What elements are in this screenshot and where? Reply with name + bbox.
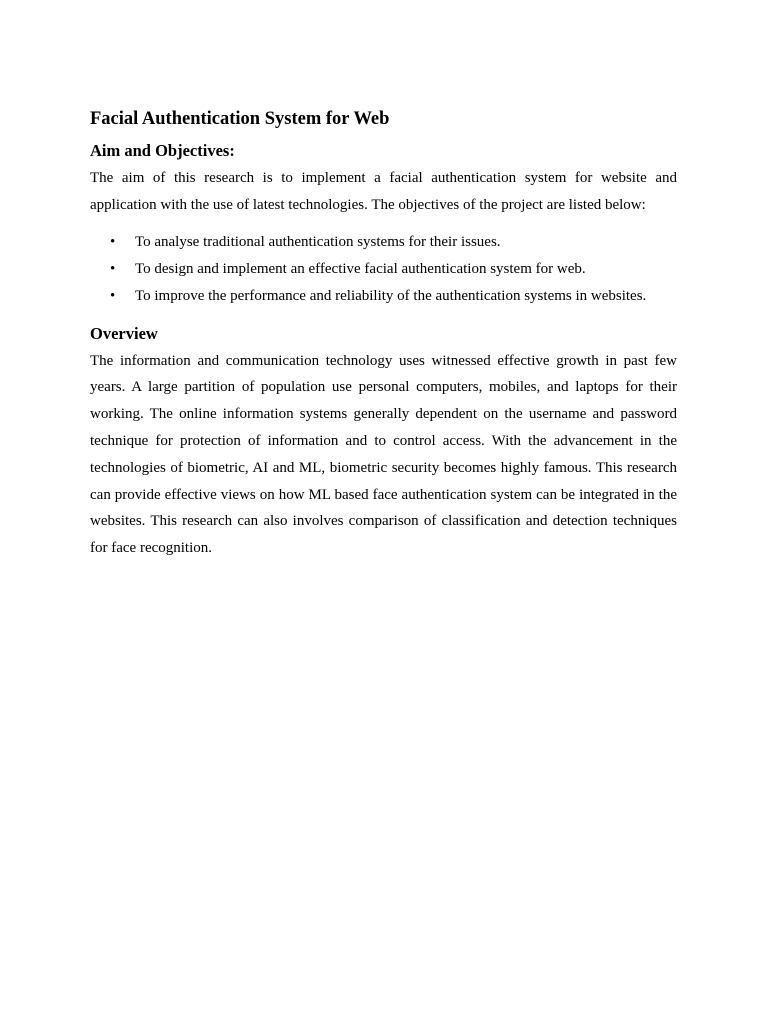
objective-text: To design and implement an effective facial authentication system for web. [135, 260, 586, 277]
overview-heading: Overview [90, 323, 158, 343]
bullet-icon: • [110, 233, 116, 250]
list-item [90, 256, 677, 283]
list-item [90, 229, 677, 256]
objectives-list [90, 229, 677, 310]
document-title: Facial Authentication System for Web [90, 109, 390, 129]
objective-text: To analyse traditional authentication systems for their issues. [135, 233, 501, 250]
objective-text: To improve the performance and reliability of the authentication systems in websites. [135, 287, 647, 304]
bullet-icon: • [110, 260, 116, 277]
bullet-icon: • [110, 287, 116, 304]
document-body [90, 106, 677, 562]
list-item [90, 283, 677, 310]
overview-paragraph: The information and communication technology uses witnessed effective growth in past few years. A large partition of population use personal computers, mobiles, and laptops for their working. The online information systems generally dependent on the username and password technique for protection of information and to control access. With the advancement in the technologies of biometric, AI and ML, biometric security becomes highly famous. This research can provide effective views on how ML based face authentication system can be integrated in the websites. This research can also involves comparison of classification and detection techniques for face recognition. [90, 352, 677, 557]
aim-objectives-heading: Aim and Objectives: [90, 141, 235, 160]
aim-paragraph: The aim of this research is to implement a facial authentication system for website and application with the use of latest technologies. The objectives of the project are listed below: [90, 170, 677, 213]
